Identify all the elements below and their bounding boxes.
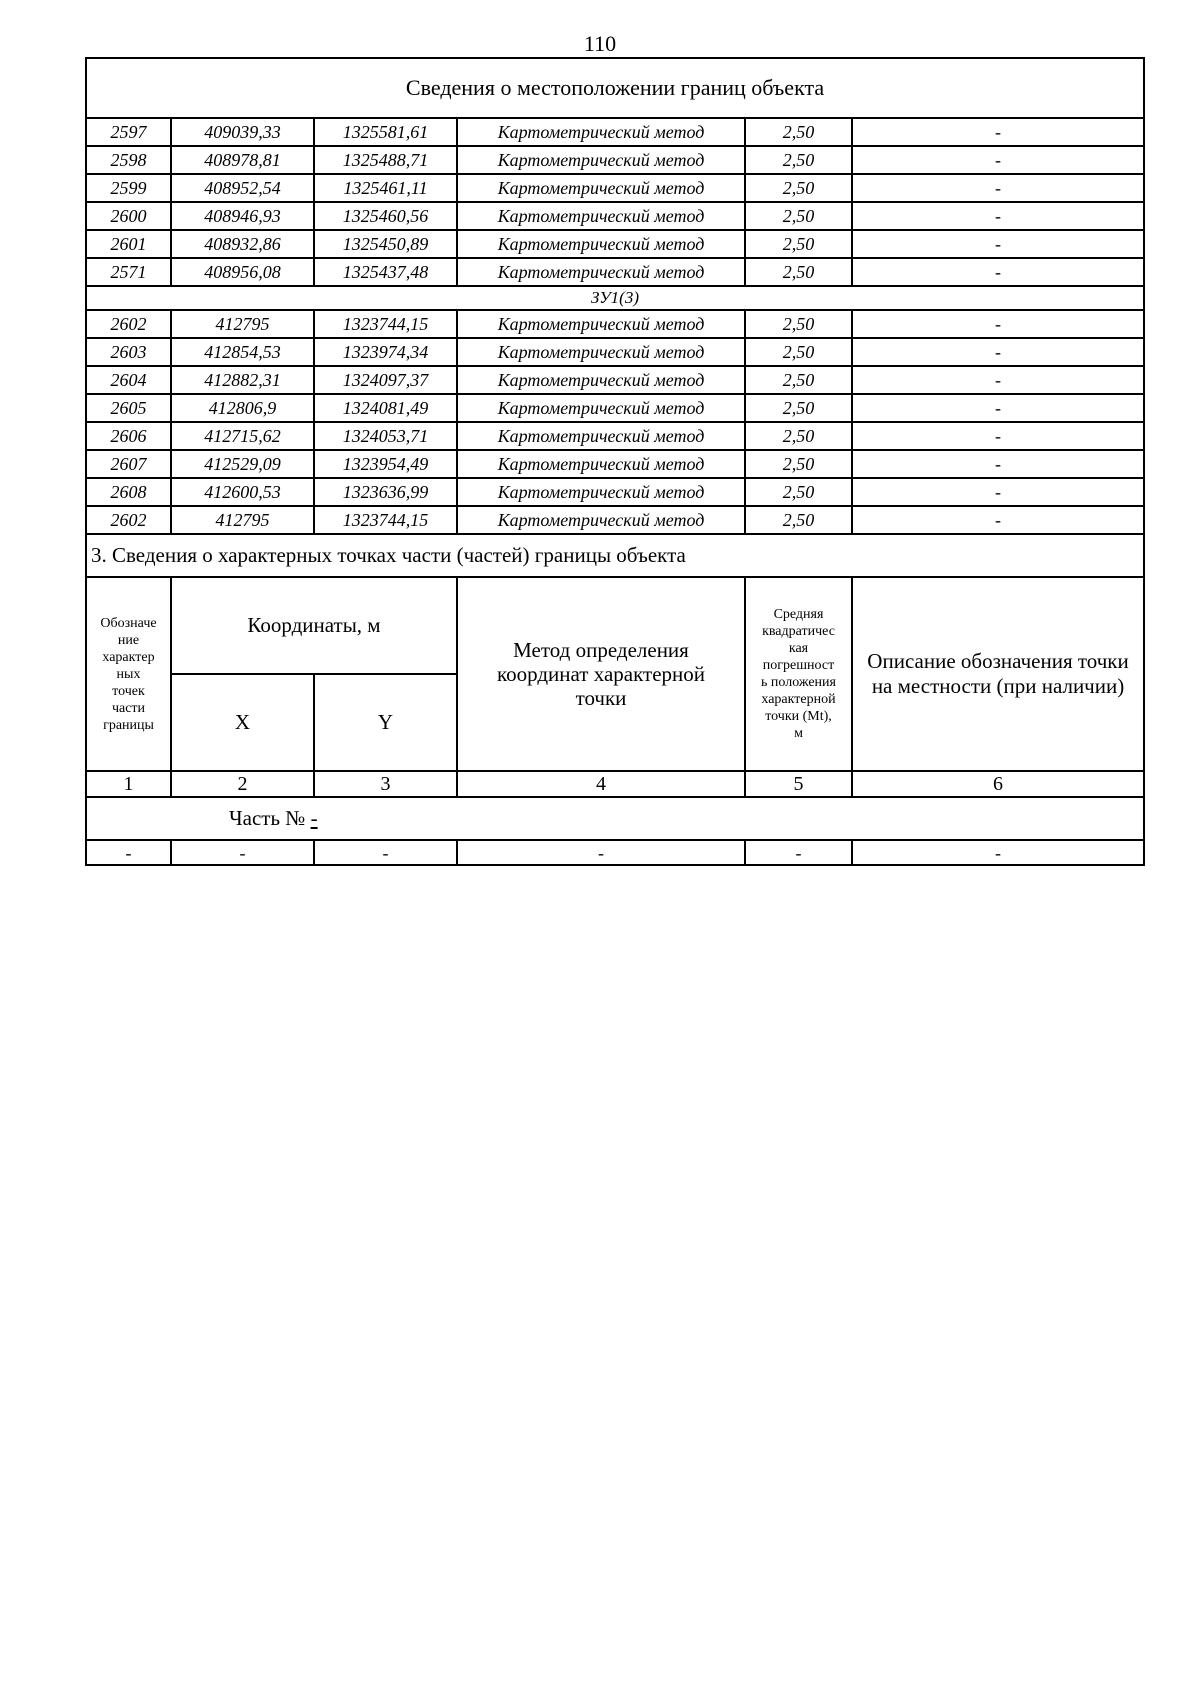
cell-accuracy: 2,50 xyxy=(745,450,852,478)
header-line: Средняя xyxy=(773,607,824,622)
cell-accuracy: 2,50 xyxy=(745,422,852,450)
column-number: 6 xyxy=(852,771,1144,797)
table-title: Сведения о местоположении границ объекта xyxy=(86,58,1144,118)
cell-method: Картометрический метод xyxy=(457,394,745,422)
title-row xyxy=(86,58,1144,118)
table-row xyxy=(86,174,1144,202)
page-number: 110 xyxy=(583,31,617,56)
header-line: характерной xyxy=(761,692,836,707)
header-description xyxy=(852,577,1144,771)
part-label: Часть № xyxy=(229,806,306,830)
cell-point-number: 2608 xyxy=(86,478,171,506)
table-row xyxy=(86,258,1144,286)
empty-cell: - xyxy=(86,840,171,865)
empty-cell: - xyxy=(171,840,314,865)
cell-description: - xyxy=(852,394,1144,422)
rows-section-a xyxy=(86,118,1144,286)
column-number: 5 xyxy=(745,771,852,797)
cell-method: Картометрический метод xyxy=(457,202,745,230)
header-line: ь положения xyxy=(761,675,836,690)
cell-point-number: 2604 xyxy=(86,366,171,394)
cell-coord-x: 412529,09 xyxy=(171,450,314,478)
cell-description: - xyxy=(852,450,1144,478)
header-y: Y xyxy=(314,674,457,771)
cell-coord-y: 1324097,37 xyxy=(314,366,457,394)
cell-method: Картометрический метод xyxy=(457,230,745,258)
cell-point-number: 2597 xyxy=(86,118,171,146)
table-row xyxy=(86,506,1144,534)
header-line: Обозначе xyxy=(100,615,157,631)
header-line: ние xyxy=(117,632,140,648)
table-row xyxy=(86,310,1144,338)
table-row xyxy=(86,422,1144,450)
cell-description: - xyxy=(852,506,1144,534)
cell-point-number: 2607 xyxy=(86,450,171,478)
cell-description: - xyxy=(852,366,1144,394)
section3-title: 3. Сведения о характерных точках части (частей) границы объекта xyxy=(86,534,1144,577)
cell-coord-y: 1325581,61 xyxy=(314,118,457,146)
rows-section-b xyxy=(86,310,1144,534)
cell-description: - xyxy=(852,258,1144,286)
cell-coord-x: 408932,86 xyxy=(171,230,314,258)
header-line: погрешност xyxy=(762,658,835,673)
cell-coord-x: 412715,62 xyxy=(171,422,314,450)
cell-accuracy: 2,50 xyxy=(745,146,852,174)
empty-cell: - xyxy=(852,840,1144,865)
header-line: границы xyxy=(103,717,154,733)
cell-accuracy: 2,50 xyxy=(745,394,852,422)
header-accuracy xyxy=(745,577,852,771)
header-line: точек xyxy=(112,683,145,699)
cell-coord-y: 1324081,49 xyxy=(314,394,457,422)
part-number: - xyxy=(310,806,318,830)
cell-coord-y: 1323744,15 xyxy=(314,506,457,534)
cell-coord-x: 408952,54 xyxy=(171,174,314,202)
cell-coord-x: 412854,53 xyxy=(171,338,314,366)
cell-method: Картометрический метод xyxy=(457,506,745,534)
table-row xyxy=(86,146,1144,174)
cell-description: - xyxy=(852,338,1144,366)
cell-method: Картометрический метод xyxy=(457,258,745,286)
cell-point-number: 2599 xyxy=(86,174,171,202)
cell-description: - xyxy=(852,146,1144,174)
cell-point-number: 2571 xyxy=(86,258,171,286)
section3-row xyxy=(86,534,1144,577)
column-number: 1 xyxy=(86,771,171,797)
column-number: 3 xyxy=(314,771,457,797)
header-line: м xyxy=(794,726,803,741)
column-numbers-row xyxy=(86,771,1144,797)
header-method xyxy=(457,577,745,771)
cell-method: Картометрический метод xyxy=(457,422,745,450)
header-row-top xyxy=(86,577,1144,674)
cell-coord-y: 1325437,48 xyxy=(314,258,457,286)
cell-method: Картометрический метод xyxy=(457,450,745,478)
cell-coord-x: 412795 xyxy=(171,506,314,534)
cell-coord-y: 1324053,71 xyxy=(314,422,457,450)
cell-description: - xyxy=(852,230,1144,258)
table-row xyxy=(86,478,1144,506)
table-row xyxy=(86,118,1144,146)
cell-description: - xyxy=(852,310,1144,338)
table-row xyxy=(86,338,1144,366)
cell-method: Картометрический метод xyxy=(457,146,745,174)
cell-description: - xyxy=(852,202,1144,230)
cell-point-number: 2602 xyxy=(86,310,171,338)
cell-point-number: 2602 xyxy=(86,506,171,534)
header-line: точки (Mt), xyxy=(765,709,832,724)
cell-coord-y: 1325488,71 xyxy=(314,146,457,174)
cell-coord-x: 408978,81 xyxy=(171,146,314,174)
table-row xyxy=(86,230,1144,258)
header-line: Метод определения xyxy=(513,638,689,662)
cell-coord-y: 1323636,99 xyxy=(314,478,457,506)
cell-description: - xyxy=(852,118,1144,146)
cell-point-number: 2600 xyxy=(86,202,171,230)
cell-accuracy: 2,50 xyxy=(745,310,852,338)
cell-coord-x: 409039,33 xyxy=(171,118,314,146)
cell-coord-y: 1323744,15 xyxy=(314,310,457,338)
column-number: 2 xyxy=(171,771,314,797)
cell-point-number: 2603 xyxy=(86,338,171,366)
cell-coord-y: 1323954,49 xyxy=(314,450,457,478)
cell-point-number: 2598 xyxy=(86,146,171,174)
cell-coord-x: 412806,9 xyxy=(171,394,314,422)
cell-point-number: 2605 xyxy=(86,394,171,422)
cell-coord-x: 412795 xyxy=(171,310,314,338)
cell-coord-x: 412882,31 xyxy=(171,366,314,394)
cell-accuracy: 2,50 xyxy=(745,118,852,146)
cell-coord-y: 1325460,56 xyxy=(314,202,457,230)
table-row xyxy=(86,394,1144,422)
cell-accuracy: 2,50 xyxy=(745,174,852,202)
header-line: Описание обозначения точки xyxy=(867,649,1129,673)
cell-method: Картометрический метод xyxy=(457,478,745,506)
column-number: 4 xyxy=(457,771,745,797)
part-label-cell xyxy=(86,797,1144,840)
header-designation xyxy=(86,577,171,771)
header-line: кая xyxy=(788,641,809,656)
table-row xyxy=(86,450,1144,478)
empty-row xyxy=(86,840,1144,865)
cell-accuracy: 2,50 xyxy=(745,338,852,366)
boundary-table xyxy=(85,57,1145,866)
cell-accuracy: 2,50 xyxy=(745,366,852,394)
cell-coord-y: 1325450,89 xyxy=(314,230,457,258)
cell-accuracy: 2,50 xyxy=(745,202,852,230)
cell-accuracy: 2,50 xyxy=(745,230,852,258)
cell-description: - xyxy=(852,478,1144,506)
header-line: ных xyxy=(116,666,141,682)
cell-point-number: 2601 xyxy=(86,230,171,258)
table-row xyxy=(86,202,1144,230)
empty-cell: - xyxy=(314,840,457,865)
cell-coord-x: 408946,93 xyxy=(171,202,314,230)
group-label: ЗУ1(3) xyxy=(86,286,1144,310)
cell-coord-x: 412600,53 xyxy=(171,478,314,506)
cell-point-number: 2606 xyxy=(86,422,171,450)
header-coordinates: Координаты, м xyxy=(171,577,457,674)
cell-method: Картометрический метод xyxy=(457,338,745,366)
part-row xyxy=(86,797,1144,840)
cell-coord-y: 1323974,34 xyxy=(314,338,457,366)
header-line: на местности (при наличии) xyxy=(871,674,1125,698)
header-line: координат характерной xyxy=(497,662,705,686)
table-row xyxy=(86,366,1144,394)
cell-accuracy: 2,50 xyxy=(745,506,852,534)
header-line: точки xyxy=(575,686,627,710)
cell-description: - xyxy=(852,422,1144,450)
header-x: X xyxy=(171,674,314,771)
cell-coord-y: 1325461,11 xyxy=(314,174,457,202)
cell-accuracy: 2,50 xyxy=(745,258,852,286)
cell-method: Картометрический метод xyxy=(457,310,745,338)
cell-method: Картометрический метод xyxy=(457,174,745,202)
group-row xyxy=(86,286,1144,310)
cell-coord-x: 408956,08 xyxy=(171,258,314,286)
empty-cell: - xyxy=(745,840,852,865)
cell-method: Картометрический метод xyxy=(457,366,745,394)
header-line: квадратичес xyxy=(762,624,835,639)
cell-accuracy: 2,50 xyxy=(745,478,852,506)
empty-cell: - xyxy=(457,840,745,865)
header-line: характер xyxy=(102,649,155,665)
cell-description: - xyxy=(852,174,1144,202)
header-line: части xyxy=(111,700,146,716)
cell-method: Картометрический метод xyxy=(457,118,745,146)
